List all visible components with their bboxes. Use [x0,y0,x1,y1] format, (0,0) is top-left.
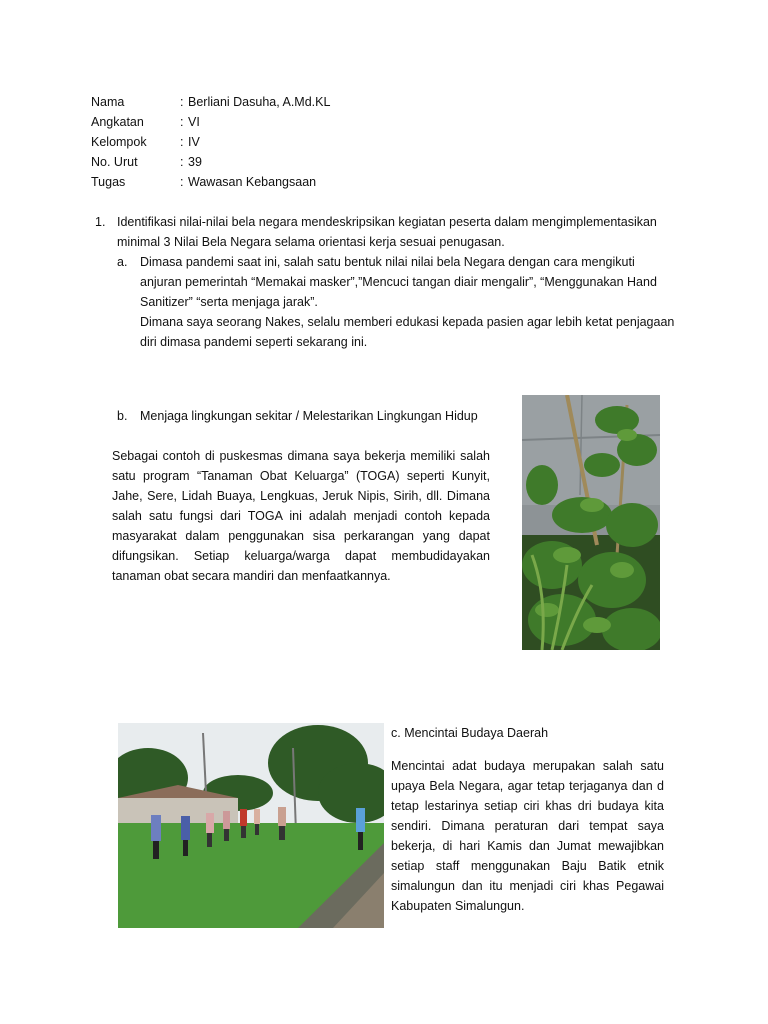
field-label: Kelompok [91,135,147,149]
item-a-text-continued: Dimana saya seorang Nakes, selalu memberi edukasi kepada pasien agar lebih ketat penjagaan diri dimasa pandemi seperti sekarang ini. [140,315,675,349]
field-separator: : [180,155,184,169]
item-b-title: Menjaga lingkungan sekitar / Melestarikan Lingkungan Hidup [140,409,478,423]
item-c-paragraph: Mencintai adat budaya merupakan salah satu upaya Bela Negara, agar tetap terjaganya dan d tetap lestarinya setiap ciri khas dri budaya kita sendiri. Dimana peraturan dari tempat saya bekerja, di hari Kamis dan Jumat mewajibkan setiap staff menggunakan Baju Batik etnik simalungun dan itu menjadi ciri khas Pegawai Kabupaten Simalungun. [391,759,664,913]
item-a-marker: a. [117,255,128,269]
field-label: Tugas [91,175,126,189]
toga-plants-photo [522,395,660,650]
field-separator: : [180,95,184,109]
field-value: 39 [188,155,202,169]
field-separator: : [180,135,184,149]
item-c-title: c. Mencintai Budaya Daerah [391,726,549,740]
field-value: VI [188,115,200,129]
field-label: No. Urut [91,155,138,169]
field-value: Wawasan Kebangsaan [188,175,317,189]
field-separator: : [180,115,184,129]
field-label: Nama [91,95,125,109]
question-text: Identifikasi nilai-nilai bela negara mendeskripsikan kegiatan peserta dalam mengimplementasikan minimal 3 Nilai Bela Negara selama orientasi kerja sesuai penugasan. [117,215,657,249]
item-b-marker: b. [117,409,128,423]
question-number: 1. [95,215,106,229]
field-separator: : [180,175,184,189]
item-b-paragraph: Sebagai contoh di puskesmas dimana saya bekerja memiliki salah satu program “Tanaman Obat Keluarga” (TOGA) seperti Kunyit, Jahe, Sere, Lidah Buaya, Lengkuas, Jeruk Nipis, Sirih, dll. Dimana salah satu fungsi dari TOGA ini adalah menjadi contoh kepada masyarakat dalam penggunakan sisa perkarangan yang dapat difungsikan. Setiap keluarga/warga dapat membudidayakan tanaman obat secara mandiri dan menfaatkannya. [112,449,490,583]
field-value: IV [188,135,200,149]
field-label: Angkatan [91,115,144,129]
staff-assembly-photo [118,723,384,928]
item-a-text: Dimasa pandemi saat ini, salah satu bentuk nilai nilai bela Negara dengan cara mengikuti anjuran pemerintah “Memakai masker”,”Mencuci tangan diair mengalir”, “Menggunakan Hand Sanitizer” “serta menjaga jarak”. [140,255,657,309]
field-value: Berliani Dasuha, A.Md.KL [188,95,331,109]
